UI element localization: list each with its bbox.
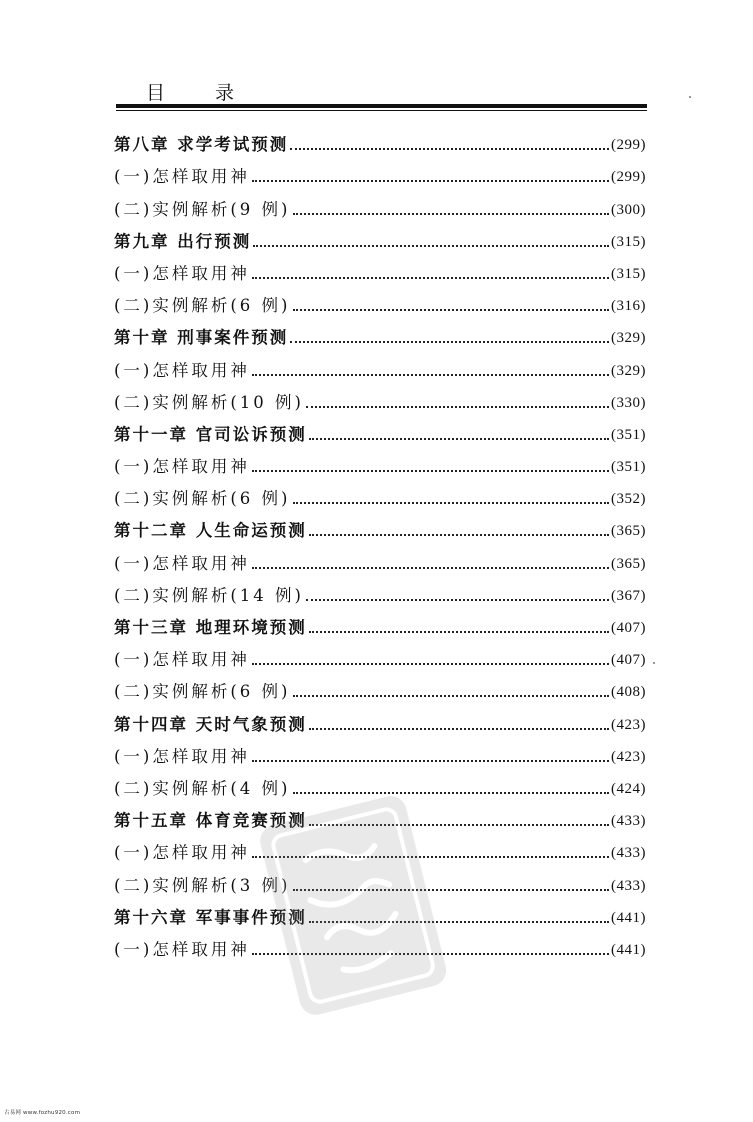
toc-page-number: (424) bbox=[611, 780, 646, 797]
dot-leader bbox=[293, 694, 610, 697]
toc-section-entry bbox=[114, 929, 646, 961]
dot-leader bbox=[306, 405, 609, 408]
dot-leader bbox=[293, 791, 610, 794]
toc-chapter-entry bbox=[114, 414, 646, 446]
toc-entry-label: 第十章 刑事案件预测 bbox=[114, 328, 289, 348]
toc-page-number: (329) bbox=[611, 362, 646, 379]
toc-section-entry bbox=[114, 736, 646, 768]
toc-section-entry bbox=[114, 156, 646, 188]
toc-page-number: (408) bbox=[611, 684, 646, 701]
dot-leader bbox=[252, 276, 609, 279]
table-of-contents bbox=[114, 124, 646, 961]
toc-chapter-entry bbox=[114, 221, 646, 253]
toc-chapter-entry bbox=[114, 317, 646, 349]
dot-leader bbox=[252, 566, 609, 569]
toc-section-entry bbox=[114, 285, 646, 317]
dot-leader bbox=[252, 373, 609, 376]
toc-entry-label: 第十五章 体育竞赛预测 bbox=[114, 811, 307, 831]
toc-chapter-entry bbox=[114, 800, 646, 832]
toc-entry-label: (二)实例解析(9 例) bbox=[114, 199, 291, 219]
toc-page-number: (351) bbox=[611, 459, 646, 476]
toc-entry-label: 第十三章 地理环境预测 bbox=[114, 618, 307, 637]
toc-section-entry bbox=[114, 768, 646, 800]
toc-page-number: (423) bbox=[611, 748, 646, 765]
toc-entry-label: 第十六章 军事事件预测 bbox=[114, 907, 307, 927]
toc-chapter-entry bbox=[114, 124, 646, 156]
toc-entry-label: (二)实例解析(6 例) bbox=[114, 682, 291, 702]
toc-section-entry bbox=[114, 542, 646, 574]
toc-chapter-entry bbox=[114, 897, 646, 929]
header-rule-thin bbox=[116, 110, 647, 111]
toc-section-entry bbox=[114, 382, 646, 414]
toc-page-number: (365) bbox=[611, 523, 646, 540]
toc-page-number: (433) bbox=[611, 877, 646, 894]
toc-section-entry bbox=[114, 864, 646, 896]
toc-page-number: (329) bbox=[611, 330, 646, 347]
toc-section-entry bbox=[114, 832, 646, 864]
dot-leader bbox=[293, 212, 610, 215]
header-rule-thick bbox=[116, 104, 647, 108]
page-header-title: 目 录 bbox=[146, 82, 257, 104]
scan-speck bbox=[653, 662, 655, 664]
toc-page-number: (407) bbox=[611, 620, 646, 636]
dot-leader bbox=[252, 469, 609, 472]
toc-chapter-entry bbox=[114, 703, 646, 735]
toc-entry-label: (一)怎样取用神 bbox=[114, 457, 250, 477]
toc-page-number: (330) bbox=[611, 394, 646, 411]
toc-chapter-entry bbox=[114, 510, 646, 542]
dot-leader bbox=[309, 920, 609, 923]
toc-section-entry bbox=[114, 478, 646, 510]
toc-section-entry bbox=[114, 349, 646, 381]
toc-page-number: (351) bbox=[611, 426, 646, 443]
toc-page-number: (367) bbox=[611, 587, 646, 604]
toc-entry-label: (一)怎样取用神 bbox=[114, 263, 250, 283]
toc-entry-label: 第十一章 官司讼诉预测 bbox=[114, 424, 307, 444]
toc-entry-label: (二)实例解析(6 例) bbox=[114, 296, 291, 316]
toc-page-number: (316) bbox=[611, 298, 646, 315]
toc-entry-label: (二)实例解析(3 例) bbox=[114, 875, 291, 895]
toc-entry-label: 第十二章 人生命运预测 bbox=[114, 521, 307, 541]
toc-entry-label: (二)实例解析(6 例) bbox=[114, 489, 291, 509]
toc-entry-label: (一)怎样取用神 bbox=[114, 167, 250, 187]
dot-leader bbox=[293, 888, 610, 891]
toc-entry-label: (二)实例解析(14 例) bbox=[114, 585, 304, 605]
toc-section-entry bbox=[114, 639, 646, 671]
scan-speck bbox=[689, 96, 691, 98]
toc-entry-label: (一)怎样取用神 bbox=[114, 843, 250, 863]
dot-leader bbox=[293, 308, 610, 311]
toc-section-entry bbox=[114, 446, 646, 478]
toc-entry-label: (二)实例解析(4 例) bbox=[114, 778, 291, 798]
toc-page-number: (315) bbox=[611, 233, 646, 250]
toc-page-number: (423) bbox=[611, 716, 646, 733]
toc-page-number: (433) bbox=[611, 845, 646, 862]
dot-leader bbox=[309, 437, 609, 440]
toc-page-number: (433) bbox=[611, 813, 646, 830]
toc-entry-label: 第八章 求学考试预测 bbox=[114, 135, 289, 155]
dot-leader bbox=[252, 855, 609, 858]
toc-page-number: (315) bbox=[611, 265, 646, 282]
dot-leader bbox=[252, 759, 609, 762]
toc-page-number: (300) bbox=[611, 201, 646, 218]
toc-page-number: (365) bbox=[611, 555, 646, 572]
dot-leader bbox=[309, 727, 609, 730]
dot-leader bbox=[293, 501, 610, 504]
toc-section-entry bbox=[114, 253, 646, 285]
dot-leader bbox=[309, 630, 609, 633]
toc-section-entry bbox=[114, 575, 646, 607]
toc-page-number: (441) bbox=[611, 909, 646, 926]
toc-entry-label: (一)怎样取用神 bbox=[114, 746, 250, 766]
dot-leader bbox=[309, 533, 609, 536]
dot-leader bbox=[306, 598, 609, 601]
dot-leader bbox=[252, 952, 609, 955]
toc-entry-label: (一)怎样取用神 bbox=[114, 553, 250, 573]
toc-section-entry bbox=[114, 671, 646, 703]
toc-entry-label: (一)怎样取用神 bbox=[114, 360, 250, 380]
dot-leader bbox=[252, 179, 609, 182]
toc-entry-label: 第九章 出行预测 bbox=[114, 231, 252, 251]
toc-page-number: (441) bbox=[611, 941, 646, 958]
dot-leader bbox=[253, 244, 609, 247]
toc-page-number: (352) bbox=[611, 491, 646, 508]
toc-page-number: (299) bbox=[611, 137, 646, 154]
toc-entry-label: 第十四章 天时气象预测 bbox=[114, 714, 307, 734]
toc-section-entry bbox=[114, 188, 646, 220]
dot-leader bbox=[309, 823, 609, 826]
toc-entry-label: (二)实例解析(10 例) bbox=[114, 392, 304, 412]
toc-chapter-entry bbox=[114, 607, 646, 639]
dot-leader bbox=[290, 340, 609, 343]
footer-site-text: 古易网 www.fozhu920.com bbox=[4, 1110, 81, 1116]
dot-leader bbox=[290, 147, 609, 150]
toc-page-number: (407) bbox=[611, 652, 646, 669]
toc-entry-label: (一)怎样取用神 bbox=[114, 650, 250, 670]
dot-leader bbox=[252, 662, 609, 665]
toc-entry-label: (一)怎样取用神 bbox=[114, 939, 250, 959]
toc-page-number: (299) bbox=[611, 169, 646, 186]
